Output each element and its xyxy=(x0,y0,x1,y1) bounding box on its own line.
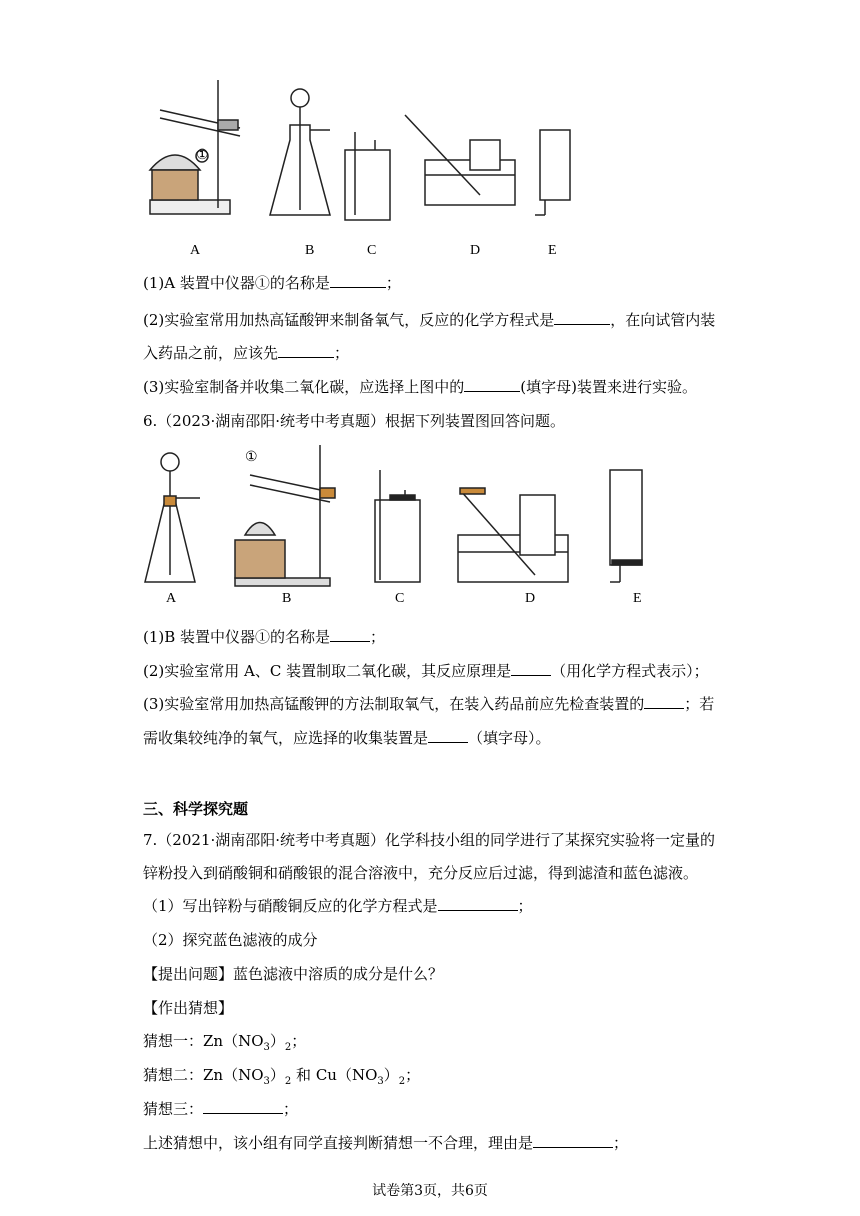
q7-reason: 上述猜想中，该小组有同学直接判断猜想一不合理，理由是 ； xyxy=(143,1134,629,1152)
figure2-label-e: E xyxy=(633,591,642,606)
figure2-label-b: B xyxy=(282,591,292,606)
wood-block xyxy=(152,170,198,200)
q5-part1: (1)A 装置中仪器①的名称是 ； xyxy=(143,274,401,292)
figure2-marker: ① xyxy=(245,450,258,465)
figure1-label-b: B xyxy=(305,243,315,258)
q7-guess-3: 猜想三： ； xyxy=(143,1100,299,1118)
q5-part2a: (2)实验室常用加热高锰酸钾来制备氧气，反应的化学方程式是 ，在向试管内装 xyxy=(143,311,716,329)
q7-part2: （2）探究蓝色滤液的成分 xyxy=(143,931,318,949)
figure2-label-d: D xyxy=(525,591,536,606)
q5-part2b: 入药品之前，应该先 ； xyxy=(143,344,350,362)
q7-title-line1: 7.（2021·湖南邵阳·统考中考真题）化学科技小组的同学进行了某探究实验将一定量的 xyxy=(143,831,716,849)
section-heading: 三、科学探究题 xyxy=(143,800,249,818)
figure2-label-c: C xyxy=(395,591,405,606)
page-footer: 试卷第3页，共6页 xyxy=(372,1183,488,1199)
answer-blank[interactable] xyxy=(428,728,468,743)
answer-blank[interactable] xyxy=(330,273,386,288)
answer-blank[interactable] xyxy=(554,310,610,325)
answer-blank[interactable] xyxy=(330,627,370,642)
figure1-marker: ① xyxy=(196,148,209,163)
q7-title-line2: 锌粉投入到硝酸铜和硝酸银的混合溶液中，充分反应后过滤，得到滤渣和蓝色滤液。 xyxy=(143,864,699,882)
q6-part2: (2)实验室常用 A、C 装置制取二氧化碳，其反应原理是 （用化学方程式表示）； xyxy=(143,662,709,680)
q6-part3b: 需收集较纯净的氧气，应选择的收集装置是 （填字母）。 xyxy=(143,729,551,747)
q7-question: 【提出问题】蓝色滤液中溶质的成分是什么？ xyxy=(143,965,444,983)
answer-blank[interactable] xyxy=(203,1099,283,1114)
apparatus-figure-2 xyxy=(140,440,700,590)
answer-blank[interactable] xyxy=(511,661,551,676)
q6-part1: (1)B 装置中仪器①的名称是 ； xyxy=(143,628,386,646)
q7-hypothesis: 【作出猜想】 xyxy=(143,999,234,1017)
figure1-label-e: E xyxy=(548,243,557,258)
q6-title: 6.（2023·湖南邵阳·统考中考真题）根据下列装置图回答问题。 xyxy=(143,412,566,430)
q7-guess-2: 猜想二：$Zn(NO_3)_2$ 和 $Cu(NO_3)_2$； xyxy=(143,1066,421,1087)
answer-blank[interactable] xyxy=(438,896,518,911)
q5-part3: (3)实验室制备并收集二氧化碳，应选择上图中的 (填字母)装置来进行实验。 xyxy=(143,378,697,396)
answer-blank[interactable] xyxy=(533,1133,613,1148)
answer-blank[interactable] xyxy=(278,343,334,358)
figure2-label-a: A xyxy=(166,591,177,606)
figure1-label-a: A xyxy=(190,243,201,258)
q7-part1: （1）写出锌粉与硝酸铜反应的化学方程式是 ； xyxy=(143,897,533,915)
answer-blank[interactable] xyxy=(464,377,520,392)
answer-blank[interactable] xyxy=(644,694,684,709)
figure1-label-c: C xyxy=(367,243,377,258)
q7-guess-1: 猜想一：$Zn(NO_3)_2$； xyxy=(143,1032,307,1053)
apparatus-figure-1 xyxy=(140,70,740,270)
figure1-label-d: D xyxy=(470,243,481,258)
q6-part3a: (3)实验室常用加热高锰酸钾的方法制取氧气，在装入药品前应先检查装置的 ；若 xyxy=(143,695,715,713)
